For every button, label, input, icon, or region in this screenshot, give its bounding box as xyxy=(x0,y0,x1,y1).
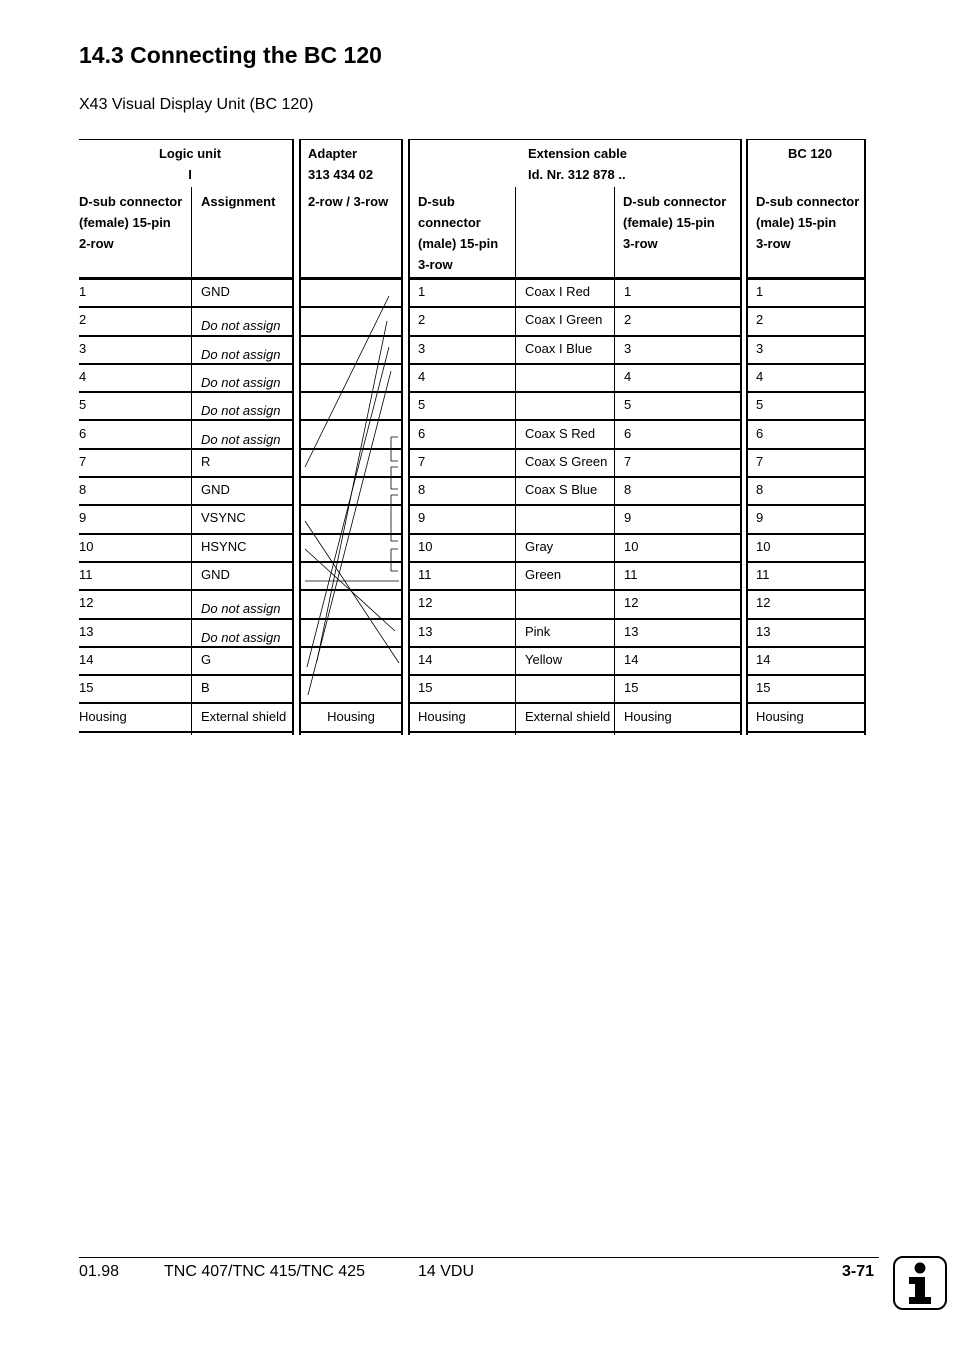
table-row xyxy=(748,337,866,365)
table-row xyxy=(79,450,294,478)
pin-number: 10 xyxy=(756,538,771,554)
table-row xyxy=(748,620,866,648)
pin-assignment: Do not assign xyxy=(201,629,281,645)
pin-number: 2 xyxy=(418,312,426,328)
pin-number: 13 xyxy=(79,623,94,639)
table-row xyxy=(748,308,866,336)
divider xyxy=(292,139,294,735)
wire-color: Pink xyxy=(525,623,551,639)
bc-head: BC 120 xyxy=(788,146,833,161)
table-row xyxy=(409,393,742,421)
pin-number: 4 xyxy=(418,368,426,384)
table-row xyxy=(79,280,294,308)
pin-number: 12 xyxy=(79,595,94,611)
table-row xyxy=(409,591,742,619)
extension-cable-table xyxy=(409,139,742,735)
table-row xyxy=(79,535,294,563)
bc120-table xyxy=(748,139,866,735)
pin-number: 14 xyxy=(756,651,771,667)
pin-number: Housing xyxy=(624,708,672,724)
footer-page-number: 3-71 xyxy=(842,1263,875,1280)
pin-number: 5 xyxy=(418,397,426,413)
pin-number: 3 xyxy=(79,340,87,356)
logic-col-connector: D-sub connector (female) 15-pin 2-row xyxy=(79,194,183,251)
pin-assignment: R xyxy=(201,453,211,469)
info-icon[interactable] xyxy=(893,1256,947,1310)
ext-col-male: D-sub connector (male) 15-pin 3-row xyxy=(418,194,499,272)
pin-number: 6 xyxy=(624,425,632,441)
table-row xyxy=(409,308,742,336)
pin-number: 14 xyxy=(79,651,94,667)
pin-number: 12 xyxy=(756,595,771,611)
pin-number: 6 xyxy=(79,425,87,441)
logic-col-assignment: Assignment xyxy=(201,194,276,209)
table-header xyxy=(748,139,866,280)
pin-number: 15 xyxy=(756,680,771,696)
footer-models: TNC 407/TNC 415/TNC 425 xyxy=(164,1263,365,1280)
divider xyxy=(740,139,742,735)
pin-number: 9 xyxy=(756,510,764,526)
pin-number: 15 xyxy=(418,680,433,696)
wire-color: Coax S Red xyxy=(525,425,596,441)
table-row xyxy=(79,620,294,648)
table-header xyxy=(79,139,294,280)
wire-color: Coax S Blue xyxy=(525,482,598,498)
pin-number: 7 xyxy=(624,453,632,469)
footer-date: 01.98 xyxy=(79,1263,120,1280)
pin-number: Housing xyxy=(79,708,127,724)
divider xyxy=(614,187,615,280)
table-row xyxy=(79,705,294,733)
table-row xyxy=(409,422,742,450)
wire-color: Green xyxy=(525,567,562,582)
table-row xyxy=(79,337,294,365)
pin-assignment: Do not assign xyxy=(201,601,281,617)
pin-number: 9 xyxy=(624,510,632,526)
pin-number: 1 xyxy=(418,284,426,299)
table-row xyxy=(409,676,742,704)
footer-chapter: 14 VDU xyxy=(418,1263,475,1280)
pin-number: 2 xyxy=(756,312,764,328)
table-row xyxy=(79,422,294,450)
pin-number: 3 xyxy=(756,340,764,356)
pin-number: 6 xyxy=(418,425,426,441)
table-row xyxy=(79,648,294,676)
pin-assignment: GND xyxy=(201,482,230,498)
pin-assignment: HSYNC xyxy=(201,538,247,554)
wire-color: Gray xyxy=(525,538,554,554)
pin-number: 10 xyxy=(418,538,433,554)
table-row xyxy=(748,563,866,591)
ext-head-1: Extension cable xyxy=(528,146,627,161)
table-row xyxy=(409,280,742,308)
pin-number: 1 xyxy=(624,284,632,299)
pin-number: 7 xyxy=(418,453,426,469)
pin-number: 12 xyxy=(624,595,639,611)
table-row xyxy=(79,506,294,534)
table-row xyxy=(79,478,294,506)
table-row xyxy=(409,365,742,393)
pin-number: 4 xyxy=(79,368,87,384)
pin-number: 11 xyxy=(418,567,432,582)
table-row xyxy=(79,393,294,421)
wire-color: Coax I Blue xyxy=(525,340,593,356)
table-row xyxy=(409,506,742,534)
pin-assignment: Do not assign xyxy=(201,318,281,334)
wire-color: Coax I Red xyxy=(525,284,591,299)
table-row xyxy=(409,535,742,563)
pin-number: 7 xyxy=(756,453,764,469)
pin-assignment: Do not assign xyxy=(201,346,281,362)
divider xyxy=(515,187,516,280)
table-row xyxy=(748,280,866,308)
adapter-head-2: 313 434 02 xyxy=(308,167,374,182)
pin-number: 8 xyxy=(624,482,632,498)
table-row xyxy=(409,705,742,733)
table-row xyxy=(79,365,294,393)
adapter-housing: Housing xyxy=(327,708,375,724)
wire-color: External shield xyxy=(525,708,611,724)
table-row xyxy=(748,705,866,733)
table-row xyxy=(79,563,294,591)
pin-number: 9 xyxy=(418,510,426,526)
pin-number: 3 xyxy=(624,340,632,356)
pin-number: 5 xyxy=(756,397,764,413)
logic-unit-table xyxy=(79,139,294,735)
pin-number: 14 xyxy=(418,651,433,667)
logic-head-1: Logic unit xyxy=(158,146,222,161)
pin-number: 15 xyxy=(79,680,94,696)
pin-number: Housing xyxy=(756,708,804,724)
pin-number: 5 xyxy=(79,397,87,413)
pin-number: 11 xyxy=(624,567,638,582)
table-row xyxy=(748,450,866,478)
pin-assignment: VSYNC xyxy=(201,510,246,526)
table-row xyxy=(79,676,294,704)
pin-number: 9 xyxy=(79,510,87,526)
table-row xyxy=(409,620,742,648)
pin-number: 12 xyxy=(418,595,433,611)
pin-number: 14 xyxy=(624,651,639,667)
pin-number: 4 xyxy=(756,368,764,384)
pin-assignment: B xyxy=(201,680,210,696)
pin-assignment: GND xyxy=(201,284,230,299)
page-title: 14.3 Connecting the BC 120 xyxy=(79,42,382,68)
divider xyxy=(191,187,192,280)
table-row xyxy=(748,506,866,534)
pin-number: 15 xyxy=(624,680,639,696)
adapter-head-1: Adapter xyxy=(308,146,358,161)
table-row xyxy=(409,648,742,676)
pin-assignment: External shield xyxy=(201,708,287,724)
divider xyxy=(299,139,301,735)
table-row xyxy=(409,563,742,591)
table-row xyxy=(748,591,866,619)
pin-number: 13 xyxy=(756,623,771,639)
divider xyxy=(401,139,403,735)
pin-assignment: Do not assign xyxy=(201,374,281,390)
pin-number: 11 xyxy=(79,567,93,582)
pin-number: 5 xyxy=(624,397,632,413)
pin-number: 11 xyxy=(756,567,770,582)
table-row xyxy=(748,478,866,506)
pin-number: 7 xyxy=(79,453,87,469)
ext-col-female: D-sub connector (female) 15-pin 3-row xyxy=(623,194,727,251)
pin-assignment: Do not assign xyxy=(201,403,281,419)
pin-number: 1 xyxy=(756,284,764,299)
pin-assignment: Do not assign xyxy=(201,431,281,447)
pin-number: 8 xyxy=(756,482,764,498)
pin-number: 2 xyxy=(79,312,87,328)
table-row xyxy=(79,308,294,336)
adapter-col: 2-row / 3-row xyxy=(308,194,389,209)
table-row xyxy=(409,478,742,506)
table-row xyxy=(748,422,866,450)
wire-color: Coax I Green xyxy=(525,312,603,328)
pin-assignment: G xyxy=(201,651,212,667)
divider xyxy=(408,139,410,735)
divider xyxy=(746,139,748,735)
table-header xyxy=(409,139,742,280)
pin-number: 8 xyxy=(418,482,426,498)
table-row xyxy=(748,365,866,393)
table-row xyxy=(748,648,866,676)
pin-number: 6 xyxy=(756,425,764,441)
table-row xyxy=(409,450,742,478)
wiring-diagram xyxy=(299,139,403,735)
pin-number: 1 xyxy=(79,284,87,299)
pin-number: 4 xyxy=(624,368,632,384)
pin-number: 10 xyxy=(79,538,94,554)
bc-col: D-sub connector (male) 15-pin 3-row xyxy=(756,194,860,251)
divider xyxy=(864,139,866,735)
pin-number: 10 xyxy=(624,538,639,554)
pin-number: 13 xyxy=(418,623,433,639)
table-row xyxy=(748,676,866,704)
footer-rule xyxy=(79,1257,879,1258)
ext-head-2: Id. Nr. 312 878 .. xyxy=(528,167,626,182)
table-row xyxy=(409,337,742,365)
pin-number: Housing xyxy=(418,708,466,724)
pin-assignment: GND xyxy=(201,567,230,582)
table-row xyxy=(79,591,294,619)
wire-color: Yellow xyxy=(525,651,563,667)
table-row xyxy=(748,535,866,563)
section-subtitle: X43 Visual Display Unit (BC 120) xyxy=(79,96,314,113)
table-row xyxy=(748,393,866,421)
adapter-table xyxy=(299,139,403,735)
wire-color: Coax S Green xyxy=(525,453,608,469)
pin-number: 8 xyxy=(79,482,87,498)
logic-head-2: I xyxy=(188,167,192,182)
pin-number: 3 xyxy=(418,340,426,356)
pin-number: 2 xyxy=(624,312,632,328)
pin-number: 13 xyxy=(624,623,639,639)
